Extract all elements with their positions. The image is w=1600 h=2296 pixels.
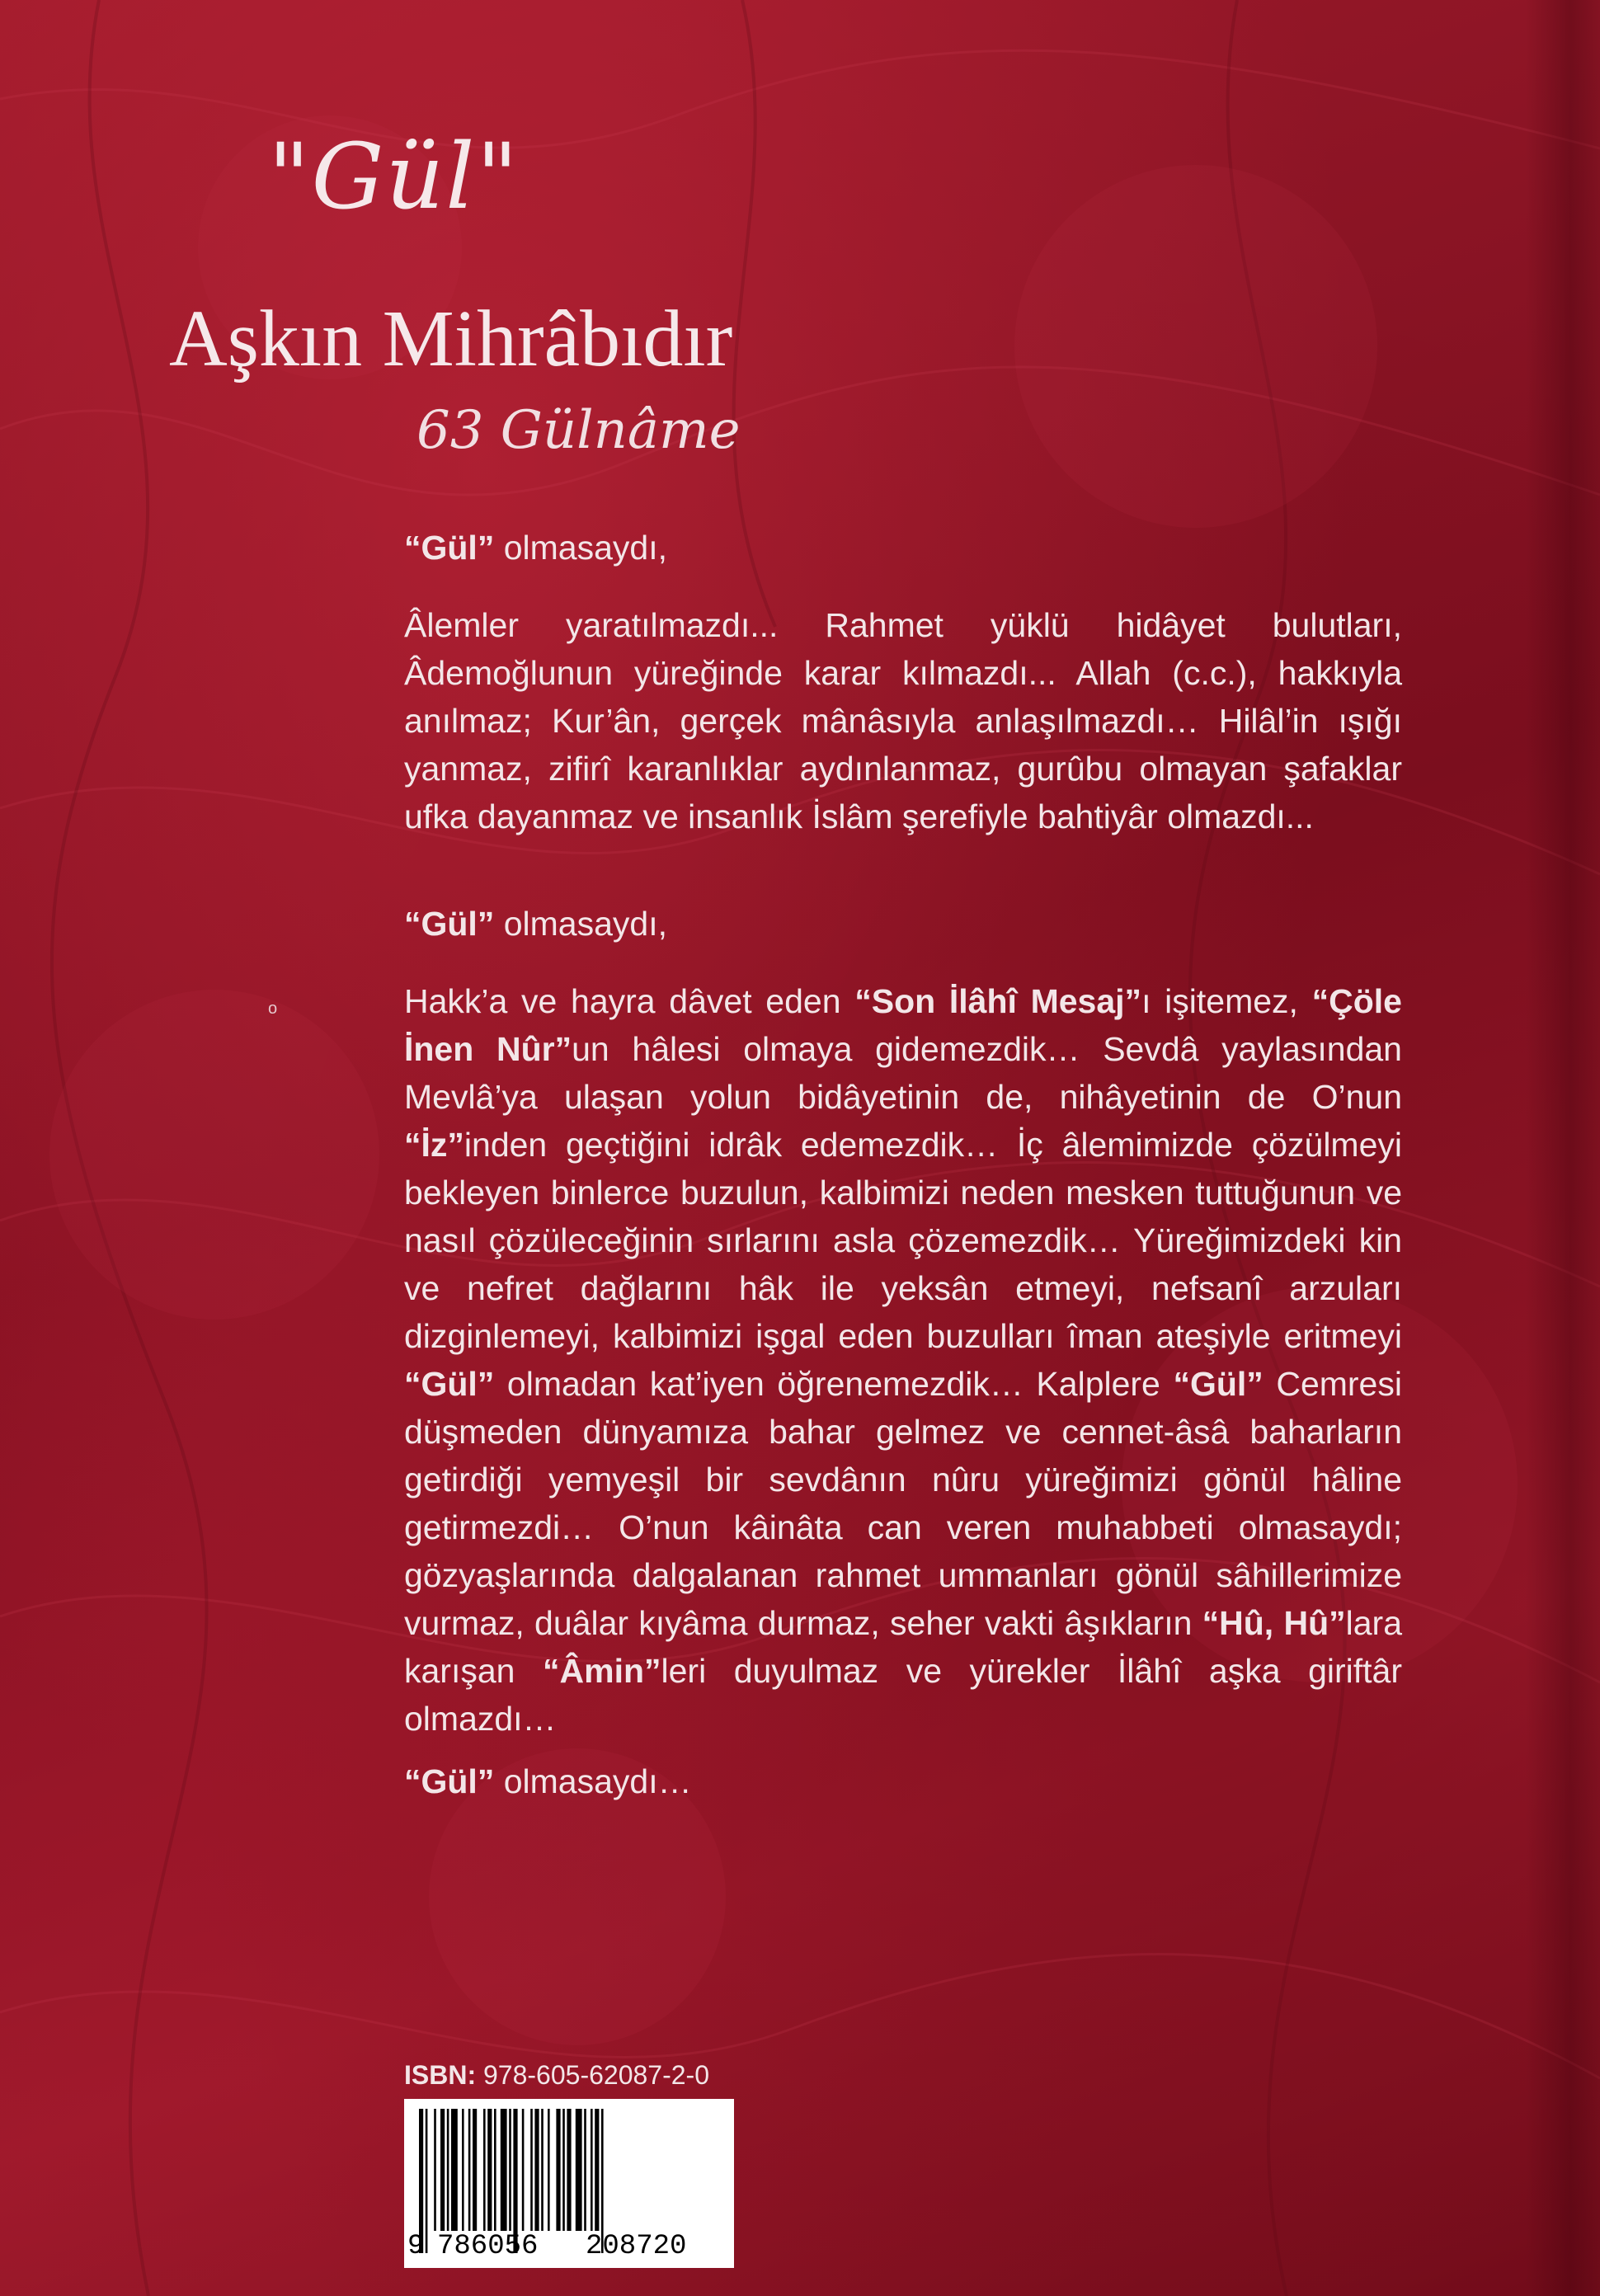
gul-emphasis: “Gül” (404, 529, 495, 567)
barcode-bar (451, 2109, 458, 2231)
barcode-bar (567, 2109, 571, 2231)
barcode-bar (487, 2109, 492, 2231)
barcode-bar (483, 2109, 486, 2231)
barcode-bar (462, 2109, 464, 2231)
back-cover-text (404, 524, 1402, 1805)
barcode-bar (522, 2109, 525, 2231)
gul-emphasis: “Gül” (404, 1762, 495, 1800)
barcode-bar (576, 2109, 582, 2231)
barcode-bar (473, 2109, 477, 2231)
barcode-group-left: 786056 (437, 2231, 539, 2262)
barcode-bar (595, 2109, 599, 2231)
barcode-bar (556, 2109, 560, 2231)
barcode-digit-first: 9 (407, 2231, 425, 2262)
barcode-bar (584, 2109, 586, 2231)
cole-inen-nur: “Çöle İnen Nûr” (404, 982, 1402, 1068)
gul-emphasis: “Gül” (1173, 1365, 1264, 1403)
title-subtitle: 63 Gülnâme (416, 400, 741, 461)
gul-emphasis: “Gül” (404, 905, 495, 943)
amin-emphasis: “Âmin” (543, 1652, 661, 1690)
barcode-digits (404, 2231, 734, 2264)
paragraph-3-lead: “Gül” olmasaydı… (404, 1762, 692, 1800)
hu-hu: “Hû, Hû” (1202, 1604, 1346, 1642)
barcode-bar (548, 2109, 550, 2231)
isbn-label: ISBN: (404, 2060, 477, 2090)
barcode-group-right: 208720 (586, 2231, 687, 2262)
barcode-bar (534, 2109, 539, 2231)
barcode-bar (541, 2109, 544, 2231)
barcode-bar (468, 2109, 471, 2231)
barcode-bar (591, 2109, 593, 2231)
son-ilahi-mesaj: “Son İlâhî Mesaj” (854, 982, 1142, 1020)
isbn-line (404, 2060, 709, 2091)
book-spine-shadow (1526, 0, 1600, 2296)
gul-emphasis: “Gül” (404, 1365, 495, 1403)
paragraph-1: Âlemler yaratılmazdı... Rahmet yüklü hidâyet bulutları, Âdemoğlunun yüreğinde karar kılmazdı... Allah (c.c.), hakkıyla anılmaz; Kur’ân, gerçek mânâsıyla anlaşılmazdı… Hilâl’in ışığı yanmaz, zifirî karanlıklar aydınlanmaz, gurûbu olmayan şafaklar ufka dayanmaz ve insanlık İslâm şerefiyle bahtiyâr olmazdı... (404, 606, 1402, 835)
isbn-number: 978-605-62087-2-0 (483, 2060, 709, 2090)
paragraph-2-lead: “Gül” olmasaydı, (404, 905, 667, 943)
barcode-bar (530, 2109, 533, 2231)
stray-mark: o (268, 1000, 278, 1018)
barcode-bar (447, 2109, 449, 2231)
barcode-bar (562, 2109, 565, 2231)
paragraph-2: Hakk’a ve hayra dâvet eden “Son İlâhî Mesaj”ı işitemez, “Çöle İnen Nûr”un hâlesi olmaya gidemezdik… Sevdâ yaylasından Mevlâ’ya ulaşan yolun bidâyetinin de, nihâyetinin de O’nun “İz”inden geçtiğini idrâk edemezdik… İç âlemimizde çözülmeyi bekleyen binlerce buzulun, kalbimizi neden mesken tuttuğunun ve nasıl çözüleceğinin sırlarını asla çözemezdik… Yüreğimizdeki kin ve nefret dağlarını hâk ile yeksân etmeyi, nefsanî arzuları dizginlemeyi, kalbimizi işgal eden buzulları îman ateşiyle eritmeyi “Gül” olmadan kat’iyen öğrenemezdik… Kalplere “Gül” Cemresi düşmeden dünyamıza bahar gelmez ve cennet-âsâ baharların getirdiği yemyeşil bir sevdânın nûru yüreğimizi gönül hâline getirmezdi… O’nun kâinâta can veren muhabbeti olmasaydı; gözyaşlarında dalgalanan rahmet ummanları gönül sâhillerimize vurmaz, duâlar kıyâma durmaz, seher vakti âşıkların “Hû, Hû”lara karışan “Âmin”leri duyulmaz ve yürekler İlâhî aşka giriftâr olmazdı… (404, 982, 1402, 1738)
barcode-bar (509, 2109, 511, 2231)
barcode-bar (494, 2109, 496, 2231)
barcode-bar (440, 2109, 445, 2231)
barcode (404, 2099, 734, 2268)
paragraph-1-lead: “Gül” olmasaydı, (404, 529, 667, 567)
iz-emphasis: “İz” (404, 1126, 464, 1164)
barcode-bar (501, 2109, 507, 2231)
title-main: Aşkın Mihrâbıdır (169, 294, 733, 383)
barcode-bar (434, 2109, 436, 2231)
title-gul: "Gül" (268, 124, 520, 229)
